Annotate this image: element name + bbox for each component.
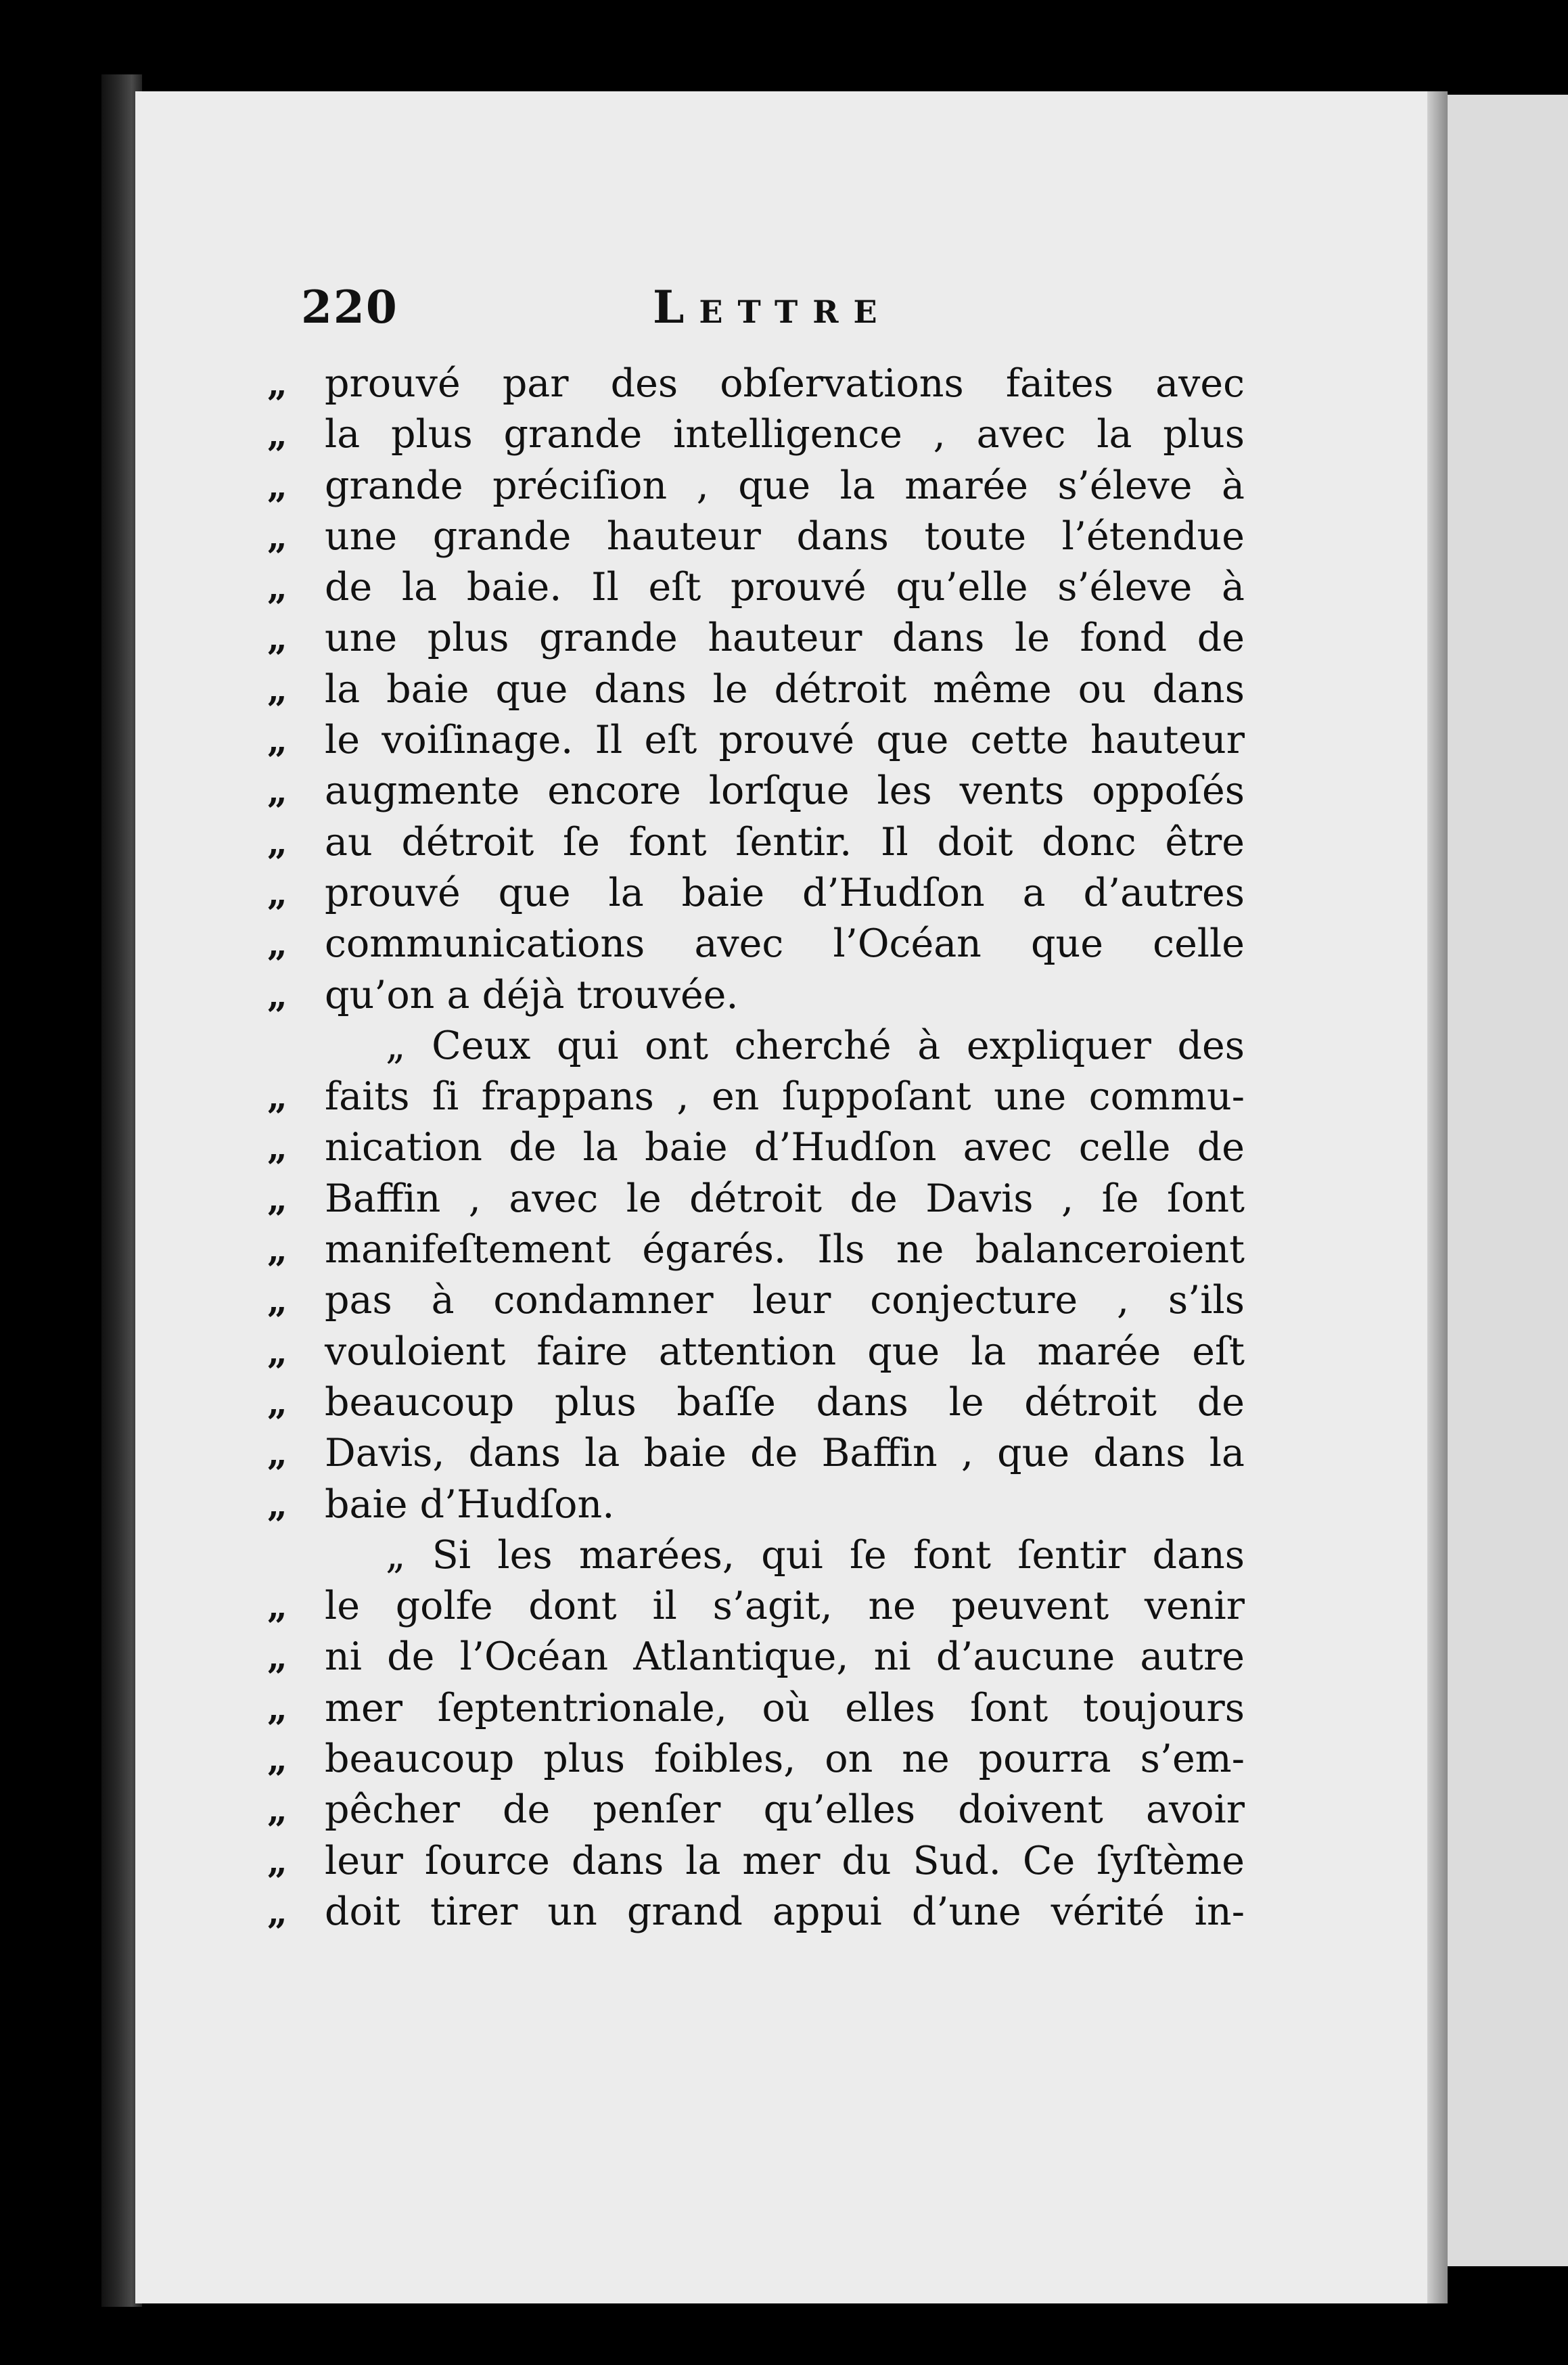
- line-text: Baffin , avec le détroit de Davis , ſe ſont: [325, 1176, 1245, 1221]
- text-line: [267, 1734, 1245, 1785]
- text-line: [267, 1174, 1245, 1224]
- quotation-mark: „: [267, 974, 287, 1016]
- line-text: nication de la baie d’Hudſon avec celle de: [325, 1125, 1245, 1170]
- quotation-mark: „: [267, 567, 287, 609]
- quotation-mark: „: [267, 1789, 287, 1831]
- line-text: beaucoup plus foibles, on ne pourra s’em-: [325, 1737, 1245, 1782]
- line-text: leur ſource dans la mer du Sud. Ce ſyſtème: [325, 1838, 1245, 1883]
- text-line: [267, 766, 1245, 817]
- text-line: [267, 1479, 1245, 1530]
- text-line: [267, 1581, 1245, 1632]
- quotation-mark: „: [267, 1586, 287, 1628]
- text-line: [267, 919, 1245, 969]
- quotation-mark: „: [267, 1433, 287, 1475]
- quotation-mark: „: [267, 1840, 287, 1882]
- line-text: pas à condamner leur conjecture , s’ils: [325, 1278, 1245, 1323]
- text-line: [267, 359, 1245, 409]
- line-text: la plus grande intelligence , avec la plus: [325, 412, 1245, 457]
- line-text: ni de l’Océan Atlantique, ni d’aucune autre: [325, 1634, 1245, 1680]
- quotation-mark: „: [267, 821, 287, 863]
- quotation-mark: „: [267, 1687, 287, 1729]
- line-text: augmente encore lorſque les vents oppoſés: [325, 768, 1245, 814]
- text-line: [325, 1530, 1245, 1581]
- text-line: [267, 817, 1245, 868]
- text-line: [267, 664, 1245, 715]
- text-line: [267, 511, 1245, 562]
- quotation-mark: „: [267, 1484, 287, 1525]
- line-text: faits ſi frappans , en ſuppoſant une commu-: [325, 1074, 1245, 1120]
- quotation-mark: „: [267, 1076, 287, 1118]
- line-text: doit tirer un grand appui d’une vérité in-: [325, 1889, 1245, 1934]
- line-text: beaucoup plus baſſe dans le détroit de: [325, 1379, 1245, 1425]
- quotation-mark: „: [267, 668, 287, 710]
- quotation-mark: „: [267, 363, 287, 405]
- text-line: [325, 1021, 1245, 1072]
- line-text: „ Ceux qui ont cherché à expliquer des: [386, 1023, 1245, 1068]
- body-text: [267, 359, 1245, 1937]
- line-text: le golfe dont il s’agit, ne peuvent venir: [325, 1584, 1245, 1629]
- quotation-mark: „: [267, 515, 287, 557]
- line-text: „ Si les marées, qui ſe font ſentir dans: [386, 1532, 1245, 1578]
- text-line: [267, 409, 1245, 460]
- text-line: [267, 1887, 1245, 1937]
- quotation-mark: „: [267, 1280, 287, 1322]
- text-line: [267, 970, 1245, 1021]
- quotation-mark: „: [267, 1739, 287, 1781]
- text-line: [267, 1785, 1245, 1835]
- quotation-mark: „: [267, 771, 287, 812]
- quotation-mark: „: [267, 872, 287, 914]
- text-line: [267, 1428, 1245, 1479]
- line-text: communications avec l’Océan que celle: [325, 921, 1245, 967]
- quotation-mark: „: [267, 1891, 287, 1933]
- quotation-mark: „: [267, 1178, 287, 1220]
- text-line: [267, 562, 1245, 613]
- text-line: [267, 1224, 1245, 1275]
- line-text: la baie que dans le détroit même ou dans: [325, 666, 1245, 712]
- quotation-mark: „: [267, 1229, 287, 1271]
- line-text: une plus grande hauteur dans le fond de: [325, 616, 1245, 661]
- text-line: [267, 1275, 1245, 1326]
- text-line: [267, 1122, 1245, 1173]
- text-line: [267, 1377, 1245, 1428]
- text-line: [267, 1836, 1245, 1887]
- quotation-mark: „: [267, 465, 287, 507]
- line-text: de la baie. Il eſt prouvé qu’elle s’éleve à: [325, 565, 1245, 610]
- text-line: [267, 715, 1245, 766]
- line-text: au détroit ſe font ſentir. Il doit donc être: [325, 819, 1245, 865]
- running-title: Lettre: [653, 281, 892, 334]
- quotation-mark: „: [267, 1381, 287, 1423]
- quotation-mark: „: [267, 1127, 287, 1169]
- text-line: [267, 1632, 1245, 1682]
- line-text: qu’on a déjà trouvée.: [325, 972, 739, 1017]
- page-header: [301, 281, 1248, 342]
- line-text: vouloient faire attention que la marée eſt: [325, 1329, 1245, 1374]
- line-text: grande préciſion , que la marée s’éleve à: [325, 463, 1245, 508]
- line-text: une grande hauteur dans toute l’étendue: [325, 513, 1245, 559]
- page-edge-shadow: [1427, 91, 1448, 2303]
- quotation-mark: „: [267, 923, 287, 965]
- line-text: baie d’Hudſon.: [325, 1482, 615, 1527]
- quotation-mark: „: [267, 618, 287, 660]
- line-text: prouvé par des obſervations faites avec: [325, 361, 1245, 406]
- quotation-mark: „: [267, 1331, 287, 1373]
- line-text: le voiſinage. Il eſt prouvé que cette hauteur: [325, 718, 1245, 763]
- text-line: [267, 613, 1245, 664]
- text-line: [267, 868, 1245, 919]
- text-line: [267, 461, 1245, 511]
- line-text: mer ſeptentrionale, où elles ſont toujours: [325, 1685, 1245, 1730]
- line-text: manifeſtement égarés. Ils ne balanceroient: [325, 1227, 1245, 1272]
- text-line: [267, 1683, 1245, 1734]
- line-text: pêcher de penſer qu’elles doivent avoir: [325, 1787, 1245, 1833]
- page-number: 220: [301, 281, 398, 334]
- text-line: [267, 1072, 1245, 1122]
- line-text: Davis, dans la baie de Baffin , que dans la: [325, 1431, 1245, 1476]
- line-text: prouvé que la baie d’Hudſon a d’autres: [325, 870, 1245, 915]
- quotation-mark: „: [267, 1636, 287, 1678]
- text-line: [267, 1327, 1245, 1377]
- quotation-mark: „: [267, 414, 287, 456]
- quotation-mark: „: [267, 720, 287, 762]
